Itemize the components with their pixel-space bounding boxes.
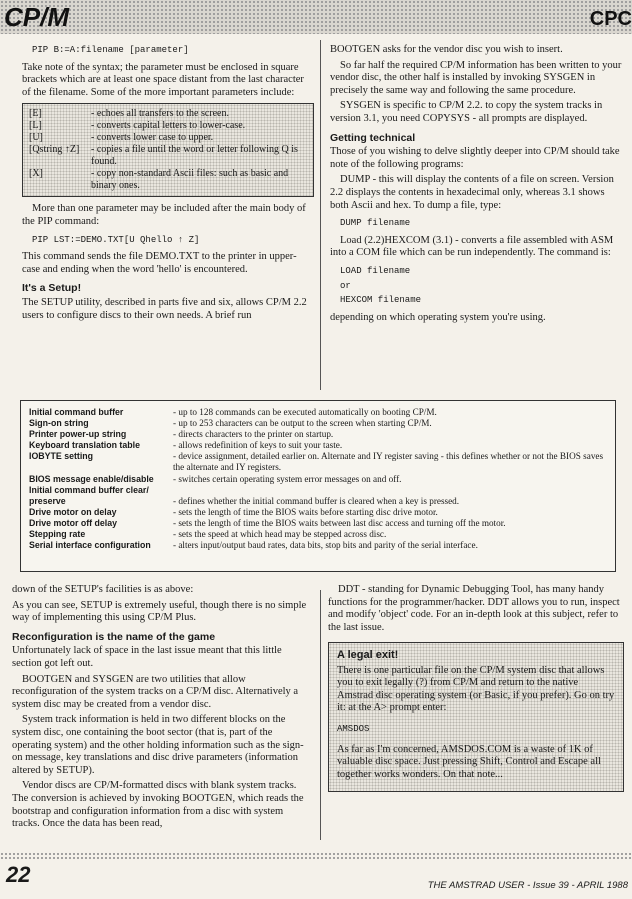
table-key: Printer power-up string	[29, 429, 127, 440]
paragraph: DUMP - this will display the contents of a file on screen. Version 2.2 displays the contents in hexadecimal only, whereas 3.1 shows both Ascii and hex. To dump a file, type:	[330, 174, 614, 211]
paragraph: As far as I'm concerned, AMSDOS.COM is a waste of 1K of valuable disc space. Just pressing Shift, Control and Escape all together works wonders. On that note...	[337, 743, 601, 780]
table-value: - sets the length of time the BIOS waits before starting disc drive motor.	[173, 506, 438, 517]
table-value: - directs characters to the printer on startup.	[173, 429, 334, 440]
table-row	[29, 496, 607, 507]
or-text: or	[340, 280, 351, 291]
paragraph: System track information is held in two different blocks on the system disc, one containing the boot sector (that is, part of the operating system) and the other holding information such as the sign-on message, key translations and disc drive parameters (information altered by SETUP).	[12, 714, 304, 776]
table-row	[29, 451, 607, 473]
paragraph: Vendor discs are CP/M-formatted discs with blank system tracks. The conversion is achieved by invoking BOOTGEN, which reads the bootstrap and configuration information from a disc with system tracks. Once the data has been read,	[12, 780, 304, 830]
param-key: [X]	[29, 168, 43, 180]
lower-left-column	[12, 584, 312, 834]
amsdos-code: AMSDOS	[337, 723, 370, 734]
param-desc: - copy non-standard Ascii files: such as basic and binary ones.	[91, 168, 289, 192]
subheading: Reconfiguration is the name of the game	[12, 630, 216, 643]
subheading: Getting technical	[330, 131, 416, 144]
table-value: - allows redefinition of keys to suit your taste.	[173, 440, 343, 451]
right-column	[330, 44, 622, 327]
lower-right-column	[328, 584, 624, 792]
dump-code: DUMP filename	[340, 218, 411, 229]
param-desc: - converts lower case to upper.	[91, 132, 214, 144]
table-row	[29, 518, 607, 529]
param-row	[29, 120, 307, 132]
paragraph: More than one parameter may be included after the main body of the PIP command:	[22, 203, 306, 227]
table-key: Stepping rate	[29, 529, 86, 540]
param-key: [L]	[29, 120, 42, 132]
param-row	[29, 132, 307, 144]
table-value: - up to 253 characters can be output to the screen when starting CP/M.	[173, 418, 432, 429]
table-row	[29, 540, 607, 551]
param-desc: - converts capital letters to lower-case.	[91, 120, 246, 132]
legal-exit-box	[328, 642, 624, 792]
paragraph: depending on which operating system you're using.	[330, 311, 546, 323]
param-key: [U]	[29, 132, 43, 144]
table-value: - up to 128 commands can be executed automatically on booting CP/M.	[173, 407, 437, 417]
paragraph: Take note of the syntax; the parameter must be enclosed in square brackets which are at least one space distant from the last character of the filename. Some of the more important parameters include:	[22, 61, 304, 98]
table-row	[29, 529, 607, 540]
table-key: IOBYTE setting	[29, 451, 94, 462]
param-row	[29, 168, 307, 192]
paragraph: down of the SETUP's facilities is as above:	[12, 584, 194, 595]
pip-example-code: PIP LST:=DEMO.TXT[U Qhello ↑ Z]	[32, 234, 200, 245]
table-row	[29, 418, 607, 429]
table-key: Drive motor off delay	[29, 517, 117, 528]
param-desc: - echoes all transfers to the screen.	[91, 108, 229, 120]
param-key: [Qstring ↑Z]	[29, 144, 80, 156]
pip-syntax-code: PIP B:=A:filename [parameter]	[32, 45, 189, 55]
table-key: Keyboard translation table	[29, 440, 140, 451]
footer-credit: THE AMSTRAD USER - Issue 39 - APRIL 1988	[427, 880, 628, 891]
paragraph: The SETUP utility, described in parts five and six, allows CP/M 2.2 users to configure discs to their own needs. A brief run	[22, 296, 307, 321]
table-key: preserve	[29, 495, 66, 506]
table-value	[173, 485, 607, 496]
load-code: LOAD filename	[340, 265, 411, 276]
table-value: - device assignment, detailed earlier on. Alternate and IY register saving - this defines whether or not the BIOS saves the alternate and IY registers.	[173, 451, 604, 473]
paragraph: Those of you wishing to delve slightly deeper into CP/M should take note of the following programs:	[330, 146, 620, 170]
column-divider	[320, 40, 321, 390]
paragraph: BOOTGEN and SYSGEN are two utilities that allow reconfiguration of the system tracks on a CP/M disc. Alternatively a system disc may be created from a vendor disc.	[12, 673, 299, 710]
page-number: 22	[6, 862, 31, 887]
column-divider	[320, 590, 321, 840]
paragraph: Unfortunately lack of space in the last issue meant that this little section got left out.	[12, 645, 282, 669]
paragraph: As you can see, SETUP is extremely useful, though there is no simple way of implementing this using CP/M Plus.	[12, 599, 307, 624]
hexcom-code: HEXCOM filename	[340, 295, 422, 306]
paragraph: There is one particular file on the CP/M system disc that allows you to exit legally (?) from CP/M and return to the native Amstrad disc operating system (or Basic, if you prefer). Go on try it: at the A> prompt enter:	[337, 664, 615, 714]
left-column	[22, 44, 314, 325]
table-key: Serial interface configuration	[29, 540, 151, 551]
section-title: CP/M	[4, 2, 69, 32]
table-row	[29, 429, 607, 440]
table-row	[29, 485, 607, 496]
table-row	[29, 407, 607, 418]
param-desc: - copies a file until the word or letter following Q is found.	[91, 144, 298, 168]
paragraph: BOOTGEN asks for the vendor disc you wish to insert.	[330, 44, 563, 55]
table-key: Drive motor on delay	[29, 506, 117, 517]
paragraph: DDT - standing for Dynamic Debugging Tool, has many handy functions for the programmer/hacker. DDT allows you to run, inspect and modify 'object' code. For an in-depth look at this subject, refer to the last issue.	[328, 584, 620, 633]
paragraph: Load (2.2)HEXCOM (3.1) - converts a file assembled with ASM into a COM file which can be run independently. The command is:	[330, 234, 614, 259]
paragraph: SYSGEN is specific to CP/M 2.2. to copy the system tracks in version 3.1, you need COPYSYS - all prompts are displayed.	[330, 100, 603, 124]
table-row	[29, 474, 607, 485]
table-row	[29, 440, 607, 451]
paragraph: This command sends the file DEMO.TXT to the printer in upper-case and ending when the word 'hello' is encountered.	[22, 251, 297, 275]
table-key: BIOS message enable/disable	[29, 473, 154, 484]
table-value: - sets the length of time the BIOS waits between last disc access and turning off the motor.	[173, 517, 506, 528]
param-key: [E]	[29, 108, 42, 120]
param-row	[29, 144, 307, 168]
paragraph: So far half the required CP/M information has been written to your vendor disc, the other half is installed by invoking SYSGEN in precisely the same way and following the same procedure.	[330, 59, 622, 96]
table-value: - alters input/output baud rates, data bits, stop bits and parity of the serial interface.	[173, 540, 478, 551]
table-value: - sets the speed at which head may be stepped across disc.	[173, 529, 387, 540]
setup-facilities-table	[20, 400, 616, 572]
table-key: Sign-on string	[29, 418, 89, 429]
parameter-box	[22, 103, 314, 197]
table-value: - switches certain operating system error messages on and off.	[173, 473, 402, 484]
table-key: Initial command buffer clear/	[29, 484, 149, 495]
box-title: A legal exit!	[337, 649, 399, 662]
table-value: - defines whether the initial command buffer is cleared when a key is pressed.	[173, 495, 460, 506]
section-tag: CPC	[589, 8, 632, 30]
page-header	[0, 0, 632, 34]
table-row	[29, 507, 607, 518]
param-row	[29, 108, 307, 120]
footer-band	[0, 852, 632, 860]
table-key: Initial command buffer	[29, 407, 124, 417]
subheading: It's a Setup!	[22, 282, 82, 295]
